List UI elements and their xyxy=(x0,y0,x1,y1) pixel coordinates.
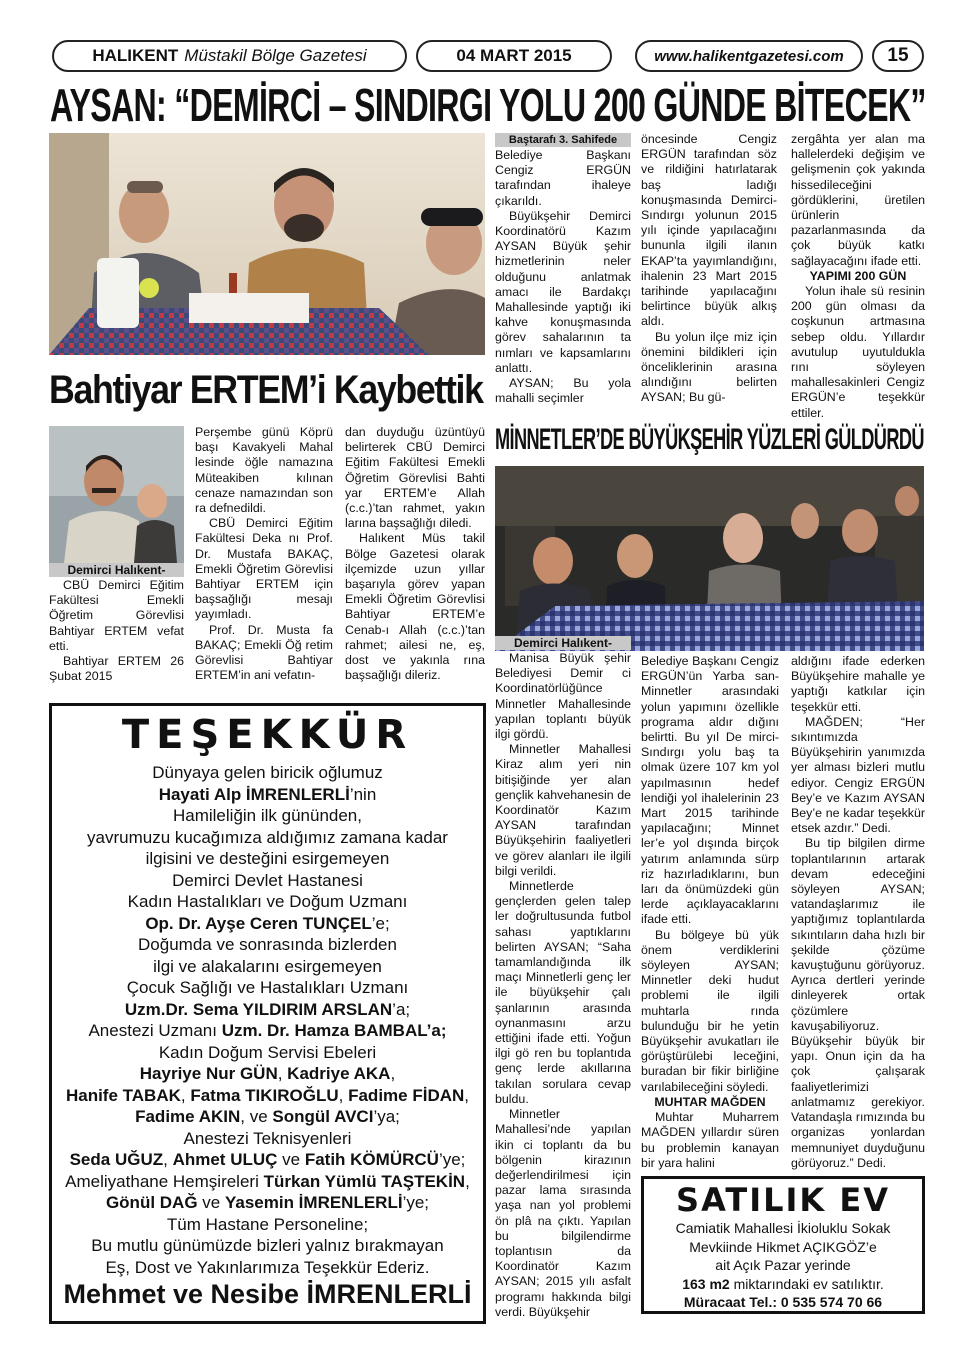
thanks-line xyxy=(52,891,483,913)
thanks-line xyxy=(52,1106,483,1128)
thanks-run: ’ya; xyxy=(373,1107,400,1126)
thanks-run: , xyxy=(277,1064,288,1083)
thanks-run: ’ye; xyxy=(438,1150,466,1169)
thanks-run: Ameliyathane Hemşireleri xyxy=(65,1171,264,1191)
obituary-photo-caption: Demirci Halıkent- xyxy=(49,563,184,577)
thanks-line xyxy=(52,1042,483,1064)
sale-ad xyxy=(641,1176,925,1314)
thanks-run: Hayati Alp İMRENLERLİ xyxy=(158,784,350,804)
obituary-col2: Perşembe günü Köprü başı Kavakyeli Mahal lesinde öğle namazına Müteakiben kılınan cenaze namazından son ra defnedildi. CBÜ Demirci Eğitim Fakültesi Deka nı Prof. Dr. Mustafa BAKAÇ, Emekli Öğretim Görevlisi Bahtiyar ERTEM için başsağlığı mesajı yayımladı. Prof. Dr. Musta fa BAKAÇ; Emekli Öğ retim Görevlisi Bahtiyar ERTEM’in ani vefatın- xyxy=(195,425,333,683)
thanks-line xyxy=(52,1085,483,1107)
thanks-run: yavrumuzu kucağımıza aldığımız zamana kadar xyxy=(87,827,448,847)
masthead-pill xyxy=(52,40,407,72)
thanks-run: Ahmet ULUÇ xyxy=(172,1150,278,1169)
thanks-line xyxy=(52,1257,483,1279)
thanks-line xyxy=(52,913,483,935)
thanks-run: ’a; xyxy=(392,999,411,1019)
thanks-run: ilgi ve alakalarını esirgemeyen xyxy=(153,956,382,976)
thanks-run: Fadime AKIN xyxy=(135,1107,241,1126)
thanks-line xyxy=(52,1235,483,1257)
thanks-ad xyxy=(49,703,486,1324)
thanks-line xyxy=(52,1171,483,1193)
thanks-run: Uzm. Dr. Hamza BAMBAL’a; xyxy=(221,1021,447,1040)
thanks-line xyxy=(52,827,483,849)
subheading-yapimi: YAPIMI 200 GÜN xyxy=(809,268,907,283)
thanks-run: Fadime FİDAN xyxy=(348,1085,465,1105)
thanks-run: , xyxy=(163,1150,173,1169)
thanks-run: , xyxy=(390,1064,396,1083)
article2-headline: MİNNETLER’DE BÜYÜKŞEHİR YÜZLERİ GÜLDÜRDÜ xyxy=(495,423,924,456)
website-link[interactable]: www.halikentgazetesi.com xyxy=(635,40,863,72)
thanks-signature: Mehmet ve Nesibe İMRENLERLİ xyxy=(63,1279,472,1309)
thanks-run: Eş, Dost ve Yakınlarımıza Teşekkür Ederiz. xyxy=(105,1257,430,1277)
thanks-line xyxy=(52,1214,483,1236)
continuation-label: Baştarafı 3. Sahifede xyxy=(495,133,631,147)
thanks-line xyxy=(52,977,483,999)
thanks-line xyxy=(52,848,483,870)
thanks-run: ve xyxy=(277,1150,305,1169)
thanks-run: ’nin xyxy=(349,784,377,804)
paper-tagline: Müstakil Bölge Gazetesi xyxy=(184,46,367,65)
thanks-run: Kadın Doğum Servisi Ebeleri xyxy=(158,1042,377,1062)
thanks-run: , xyxy=(465,1171,470,1191)
sale-title: SATILIK EV xyxy=(676,1181,890,1219)
thanks-run: ve xyxy=(197,1193,225,1212)
thanks-line xyxy=(52,1128,483,1150)
sale-line: Mevkiinde Hikmet AÇIKGÖZ’e xyxy=(689,1238,877,1255)
article2-photo-caption: Demirci Halıkent- xyxy=(495,636,631,650)
thanks-run: Anestezi Teknisyenleri xyxy=(183,1128,352,1148)
thanks-run: Hamileliğin ilk gününden, xyxy=(172,806,362,825)
thanks-run: Dünyaya gelen biricik oğlumuz xyxy=(152,763,383,782)
thanks-line xyxy=(52,784,483,806)
subheading-muhtar: MUHTAR MAĞDEN xyxy=(654,1094,766,1109)
thanks-run: ’e; xyxy=(371,913,390,933)
thanks-lines xyxy=(52,762,483,1278)
thanks-run: Fatih KÖMÜRCÜ xyxy=(304,1150,439,1169)
thanks-run: ’ye; xyxy=(402,1193,430,1212)
issue-date: 04 MART 2015 xyxy=(416,40,612,72)
thanks-run: Uzm.Dr. Sema YILDIRIM ARSLAN xyxy=(124,999,393,1019)
thanks-run: Tüm Hastane Personeline; xyxy=(166,1214,369,1234)
page-number: 15 xyxy=(872,40,924,72)
thanks-run: Doğumda ve sonrasında bizlerden xyxy=(138,935,397,954)
thanks-run: Hayriye Nur GÜN xyxy=(139,1064,278,1083)
thanks-line xyxy=(52,805,483,827)
article1-col1: Belediye Başkanı Cengiz ERGÜN tarafından ihaleye çıkarıldı. Büyükşehir Demirci Koordinatörü Kazım AYSAN Büyük şehir hizmetlerinin neler olduğunu anlatmak amacı ile Bardakçı Mahallesinde yaptığı iki kahve konuşmasında görev sahalarının ta nımları ve kapsamlarını anlattı. AYSAN; Bu yola mahalli seçimler xyxy=(495,148,631,406)
thanks-run: Kadın Hastalıkları ve Doğum Uzmanı xyxy=(127,892,408,911)
thanks-run: Gönül DAĞ xyxy=(105,1193,198,1212)
thanks-line xyxy=(52,1192,483,1214)
thanks-run: , ve xyxy=(240,1107,273,1126)
article1-col2: öncesinde Cengiz ERGÜN tarafından söz ve rildiğini hatırlatarak baş ladığı konuşmasında Demirci-Sındırgı yolunun 2015 yılı içinde yapılacağını bununla ilgili ilanın EKAP’ta yayımlandığını, ihalenin 23 Mart 2015 tarihinde yapılacağını belirtince büyük alkış aldı. Bu yolun ilçe miz için önemini bildikleri için önceliklerinin arasına alındığını belirten AYSAN; Bu gü- xyxy=(641,132,777,405)
thanks-run: Çocuk Sağlığı ve Hastalıkları Uzmanı xyxy=(126,978,409,997)
thanks-run: Demirci Devlet Hastanesi xyxy=(172,870,363,890)
sale-line: ait Açık Pazar yerinde xyxy=(715,1257,851,1273)
thanks-line xyxy=(52,999,483,1021)
article2-col2: Belediye Başkanı Cengiz ERGÜN’ün Yarba san-Minnetler arasındaki yolun yapımını özellikle programa aldır dığını belirtti. Bu yıl De mirci-Sındırgı yolu baş ta olmak üzere 107 km yol yapılmasının hedef lendiği yol ihalelerinin 23 Mart 2015 tarihinde yapılacağını; Minnet ler’e yol dışında birçok yatırım anlamında sürp riz hazırladıklarını, bun ları da önümüzdeki gün lerde açıklayacaklarını ifade etti. Bu bölgeye bü yük önem verdiklerini söyleyen AYSAN; Minnetler deki hudut problemi ile ilgili muhtarla rında bulunduğu bir he yetin Büyükşehir avukatları ile görüştürülebi leceğini, buradan bir fikir birliğine varılabileceğini söyledi. MUHTAR MAĞDEN Muhtar Muharrem MAĞDEN yıllardır süren bu problemin kanayan bir yara halini xyxy=(641,654,779,1170)
thanks-line xyxy=(52,934,483,956)
minnetler-photo xyxy=(495,466,924,651)
thanks-run: , xyxy=(180,1085,191,1105)
thanks-line xyxy=(52,1063,483,1085)
obituary-col3: dan duyduğu üzüntüyü belirterek CBÜ Demirci Eğitim Fakültesi Emekli Öğretim Görevlisi Bahti yar ERTEM’e Allah (c.c.)’tan rahmet, yakın larına başsağlığı diledi. Halıkent Müs takil Bölge Gazetesi olarak ilçemizde uzun yıllar başarıyla görev yapan Emekli Öğretim Görevlisi Bahtiyar ERTEM’e Cenab-ı Allah (c.c.)’tan rahmet; ailesi ne, eş, dost ve yakınla rına başsağlığı dileriz. xyxy=(345,425,485,683)
thanks-run: Bu mutlu günümüzde bizleri yalnız bırakmayan xyxy=(91,1236,444,1255)
meeting-photo xyxy=(49,133,485,355)
thanks-run: Hanife TABAK xyxy=(65,1085,181,1105)
thanks-line xyxy=(52,1149,483,1171)
thanks-run: Songül AVCI xyxy=(272,1107,374,1126)
thanks-run: Türkan Yümlü TAŞTEKİN xyxy=(263,1171,466,1191)
main-headline: AYSAN: “DEMİRCİ – SINDIRGI YOLU 200 GÜNDE BİTECEK” xyxy=(50,79,926,131)
thanks-run: Anestezi Uzmanı xyxy=(88,1021,222,1040)
sale-line: Camiatik Mahallesi İkioluklu Sokak xyxy=(675,1220,891,1236)
paper-name: HALIKENT xyxy=(92,46,179,65)
thanks-line xyxy=(52,870,483,892)
thanks-run: Seda UĞUZ xyxy=(69,1150,164,1169)
article2-col3: aldığını ifade ederken Büyükşehire mahalle ye yaptığı katkılar için teşekkür etti. MAĞDEN; “Her sıkıntımızda Büyükşehirin yanımızda yer alması bizleri mutlu ediyor. Cengiz ERGÜN Bey’e ve Kazım AYSAN Bey’e ne kadar teşekkür etsek azdır.” Dedi. Bu tip bilgilen dirme toplantılarının artarak devam edeceğini söyleyen AYSAN; vatandaşlarımız ile yaptığımız toplantılarda sıkıntıların daha hızlı bir şekilde çözüme kavuştuğunu görüyoruz. Ayrıca dertleri yerinde dinleyerek ortak çözümlere kavuşabiliyoruz. Büyükşehir büyük bir yapı. Onun için da ha çok çalışarak faaliyetlerimizi anlatmamız gerekiyor. Vatandaşla rımızında bu organizas yonlardan memnuniyet duyduğunu görüyoruz.” Dedi. xyxy=(791,654,925,1170)
thanks-run: Fatma TIKIROĞLU xyxy=(190,1085,339,1105)
article2-col1: Manisa Büyük şehir Belediyesi Demir ci Koordinatörlüğünce Minnetler Mahallesinde yapılan toplantı büyük ilgi gördü. Minnetler Mahallesi Kiraz alım yeri nin bitişiğinde yer alan gençlik kahvehanesin de Koordinatör Kazım AYSAN tarafından Büyükşehirin faaliyetleri ve görev alanları ile ilgili bilgi verildi. Minnetlerde gençlerden gelen talep ler doğrultusunda futbol sahası yaptıklarını belirten AYSAN; “Saha tamamlandığında ilk maçı Minnetlerli genç ler ile büyükşehir çalı şanlarının arasında oynanmasını arzu ettiğini ifade etti. Yoğun ilgi gö ren bu toplantıda genç lerde akıllarına takılan sorulara cevap buldu. Minnetler Mahallesi’nde yapılan ikin ci toplantı da bu bölgenin kirazının değerlendirilmesi için pazar lama sırasında yaşa nan yol problemi ön plâ na çıktı. Yapılan bu bilgilendirme toplantısın da Koordinatör Kazım AYSAN; 2015 yılı asfalt programı hakkında bilgi verdi. Büyükşehir xyxy=(495,651,631,1319)
obituary-headline: Bahtiyar ERTEM’i Kaybettik xyxy=(49,368,483,412)
thanks-run: , xyxy=(338,1085,349,1105)
thanks-line xyxy=(52,956,483,978)
sale-size: 163 m2 miktarındaki ev satılıktır. xyxy=(682,1275,884,1292)
thanks-run: Yasemin İMRENLERLİ xyxy=(224,1193,403,1212)
article1-col3: zergâhta yer alan ma hallelerdeki değişim ve gelişmenin çok yakında hissedileceğini gördüklerini, üretilen ürünlerin pazarlanmasında da çok büyük katkı sağlayacağını ifade etti. YAPIMI 200 GÜN Yolun ihale sü resinin 200 gün olması da coşkunun artmasına sebep oldu. Yıllardır avutulup uyutuldukla rını söyleyen mahallesakinleri Cengiz ERGÜN’e teşekkür ettiler. xyxy=(791,132,925,420)
thanks-title: TEŞEKKÜR xyxy=(121,712,414,758)
thanks-run: , xyxy=(464,1085,470,1105)
thanks-run: Op. Dr. Ayşe Ceren TUNÇEL xyxy=(145,913,372,933)
thanks-line xyxy=(52,1020,483,1042)
obituary-col1: CBÜ Demirci Eğitim Fakültesi Emekli Öğretim Görevlisi Bahtiyar ERTEM vefat etti. Bahtiyar ERTEM 26 Şubat 2015 xyxy=(49,578,184,684)
sale-contact: Müracaat Tel.: 0 535 574 70 66 xyxy=(683,1294,883,1310)
obituary-photo xyxy=(49,426,184,563)
thanks-line xyxy=(52,762,483,784)
thanks-run: ilgisini ve desteğini esirgemeyen xyxy=(145,849,390,868)
thanks-run: Kadriye AKA xyxy=(287,1064,391,1083)
